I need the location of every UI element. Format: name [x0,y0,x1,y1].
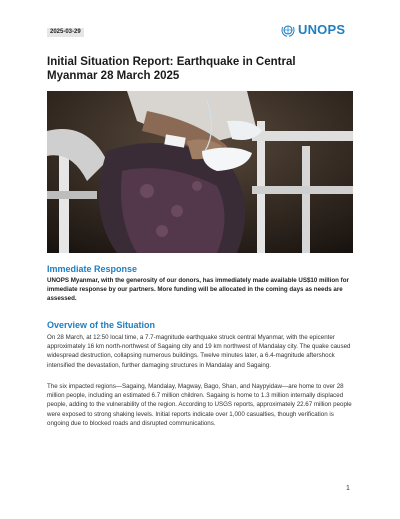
page-title: Initial Situation Report: Earthquake in Central Myanmar 28 March 2025 [47,56,296,82]
hero-photo [47,91,353,253]
overview-heading: Overview of the Situation [47,320,156,330]
overview-paragraph: On 28 March, at 12:50 local time, a 7.7-magnitude earthquake struck central Myanmar, with the epicenter approximately 16 km north-northwest of Sagaing city and 19 km northwest of Mandalay city. The quake caused widespread destruction, collapsing numerous buildings. Twelve minutes later, a 6.4-magnitude aftershock intensified the devastation, further damaging structures in Mandalay and Sagaing. [47,334,351,369]
immediate-response-heading: Immediate Response [47,264,138,274]
un-emblem-icon [281,23,295,37]
unops-logo [281,22,345,37]
date-badge: 2025-03-29 [47,28,84,37]
logo-text: UNOPS [298,22,346,37]
page-number: 1 [346,485,350,492]
overview-paragraph: The six impacted regions—Sagaing, Mandalay, Magway, Bago, Shan, and Naypyidaw—are home to over 28 million people, including an estimated 6.7 million children. Sagaing is home to 1.3 million internally displaced people, adding to the vulnerability of the region. According to USGS reports, approximately 22.67 million people were exposed to strong shaking levels. Initial reports indicate over 1,000 casualties, though verification is ongoing due to blocked roads and disrupted communications. [47,383,352,427]
earthquake-victim-photo [47,91,353,253]
immediate-response-text: UNOPS Myanmar, with the generosity of our donors, has immediately made available US$10 million for immediate response by our partners. More funding will be allocated in the coming days as needs are assessed. [47,277,349,303]
